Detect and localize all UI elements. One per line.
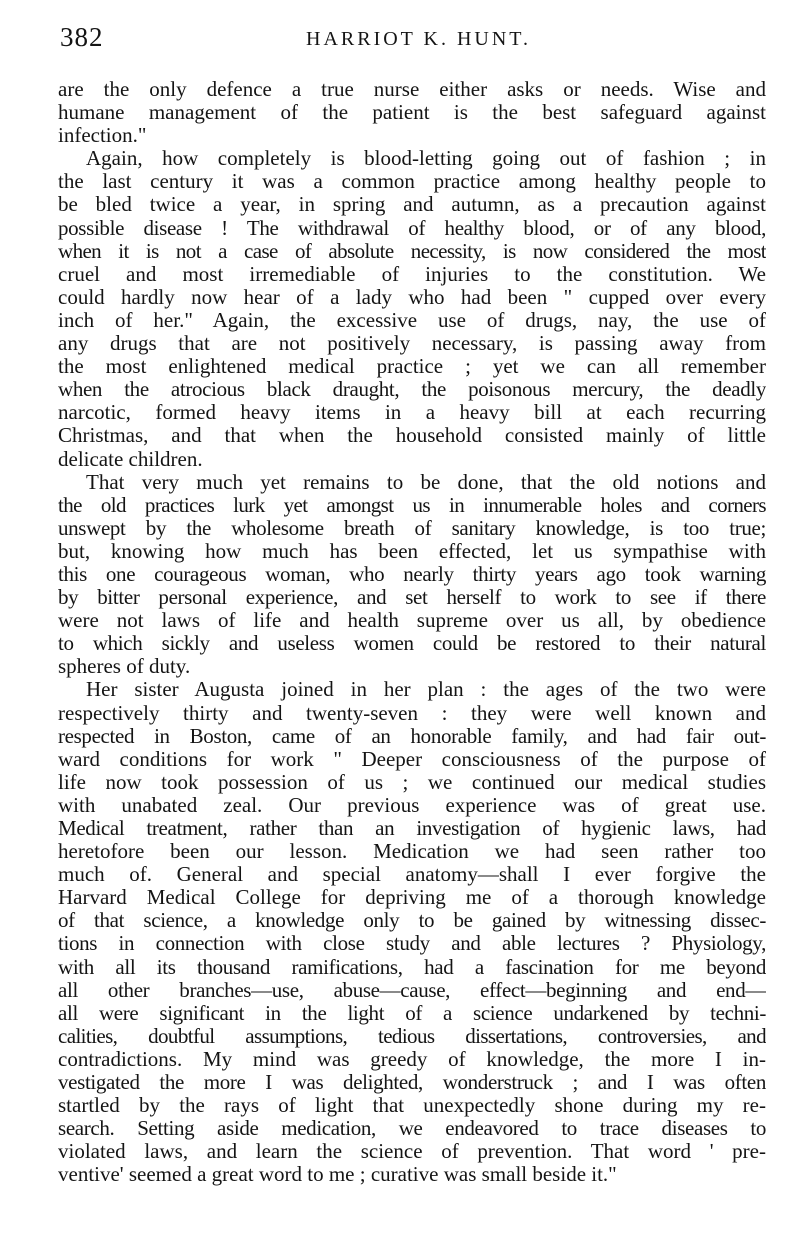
- text-line: vestigated the more I was delighted, wonderstruck ; and I was often: [58, 1071, 766, 1095]
- text-line: with all its thousand ramifications, had a fascination for me beyond: [58, 955, 766, 979]
- text-line: all were significant in the light of a science undarkened by techni-: [58, 1001, 766, 1025]
- text-line: could hardly now hear of a lady who had been " cupped over every: [58, 285, 766, 309]
- text-line: That very much yet remains to be done, that the old notions and: [86, 470, 766, 494]
- text-line: ward conditions for work " Deeper consciousness of the purpose of: [58, 747, 766, 771]
- text-line: calities, doubtful assumptions, tedious dissertations, controversies, and: [58, 1024, 766, 1048]
- running-head: [60, 22, 772, 62]
- text-line: when the atrocious black draught, the poisonous mercury, the deadly: [58, 378, 766, 402]
- text-line: life now took possession of us ; we continued our medical studies: [58, 770, 766, 794]
- text-line: unswept by the wholesome breath of sanitary knowledge, is too true;: [58, 516, 766, 540]
- text-line: Her sister Augusta joined in her plan : the ages of the two were: [86, 678, 766, 702]
- text-line: this one courageous woman, who nearly thirty years ago took warning: [58, 562, 766, 586]
- text-line: are the only defence a true nurse either asks or needs. Wise and: [58, 78, 766, 101]
- text-line: but, knowing how much has been effected, let us sympathise with: [58, 539, 766, 563]
- text-line: search. Setting aside medication, we endeavored to trace diseases to: [58, 1117, 766, 1141]
- text-line: by bitter personal experience, and set herself to work to see if there: [58, 586, 766, 610]
- text-line: any drugs that are not positively necessary, is passing away from: [58, 332, 766, 356]
- text-line: Harvard Medical College for depriving me of a thorough knowledge: [58, 886, 766, 910]
- text-line: when it is not a case of absolute necessity, is now considered the most: [58, 239, 766, 263]
- text-line: the last century it was a common practice among healthy people to: [58, 170, 766, 194]
- text-line: inch of her." Again, the excessive use of drugs, nay, the use of: [58, 308, 766, 332]
- text-line: contradictions. My mind was greedy of knowledge, the more I in-: [58, 1047, 766, 1071]
- text-line: startled by the rays of light that unexpectedly shone during my re-: [58, 1094, 766, 1118]
- text-line: humane management of the patient is the best safeguard against: [58, 101, 766, 125]
- text-line: were not laws of life and health supreme over us all, by obedience: [58, 609, 766, 633]
- text-line: violated laws, and learn the science of prevention. That word ' pre-: [58, 1140, 766, 1164]
- text-line: Again, how completely is blood-letting going out of fashion ; in: [86, 147, 766, 171]
- text-line: be bled twice a year, in spring and autumn, as a precaution against: [58, 193, 766, 217]
- text-line: of that science, a knowledge only to be gained by witnessing dissec-: [58, 909, 766, 933]
- text-line: the most enlightened medical practice ; yet we can all remember: [58, 355, 766, 379]
- body-text: [58, 78, 766, 1187]
- page-number: 382: [60, 22, 104, 52]
- text-line: ventive' seemed a great word to me ; curative was small beside it.": [58, 1163, 617, 1187]
- text-line: with unabated zeal. Our previous experience was of great use.: [58, 793, 766, 817]
- text-line: heretofore been our lesson. Medication we had seen rather too: [58, 840, 766, 864]
- text-line: Medical treatment, rather than an investigation of hygienic laws, had: [58, 817, 766, 840]
- text-line: spheres of duty.: [58, 655, 191, 679]
- text-line: tions in connection with close study and able lectures ? Physiology,: [58, 932, 766, 956]
- text-line: respected in Boston, came of an honorable family, and had fair out-: [58, 724, 766, 748]
- text-line: infection.": [58, 124, 147, 148]
- running-title: HARRIOT K. HUNT.: [306, 28, 532, 50]
- text-line: much of. General and special anatomy—shall I ever forgive the: [58, 863, 766, 887]
- text-line: the old practices lurk yet amongst us in innumerable holes and corners: [58, 493, 766, 517]
- text-line: to which sickly and useless women could be restored to their natural: [58, 632, 766, 656]
- text-line: respectively thirty and twenty-seven : they were well known and: [58, 701, 766, 725]
- text-line: possible disease ! The withdrawal of healthy blood, or of any blood,: [58, 216, 766, 240]
- text-line: delicate children.: [58, 447, 203, 471]
- text-line: cruel and most irremediable of injuries to the constitution. We: [58, 262, 766, 286]
- text-line: narcotic, formed heavy items in a heavy bill at each recurring: [58, 401, 766, 425]
- text-line: Christmas, and that when the household consisted mainly of little: [58, 424, 766, 448]
- text-line: all other branches—use, abuse—cause, effect—beginning and end—: [58, 978, 766, 1002]
